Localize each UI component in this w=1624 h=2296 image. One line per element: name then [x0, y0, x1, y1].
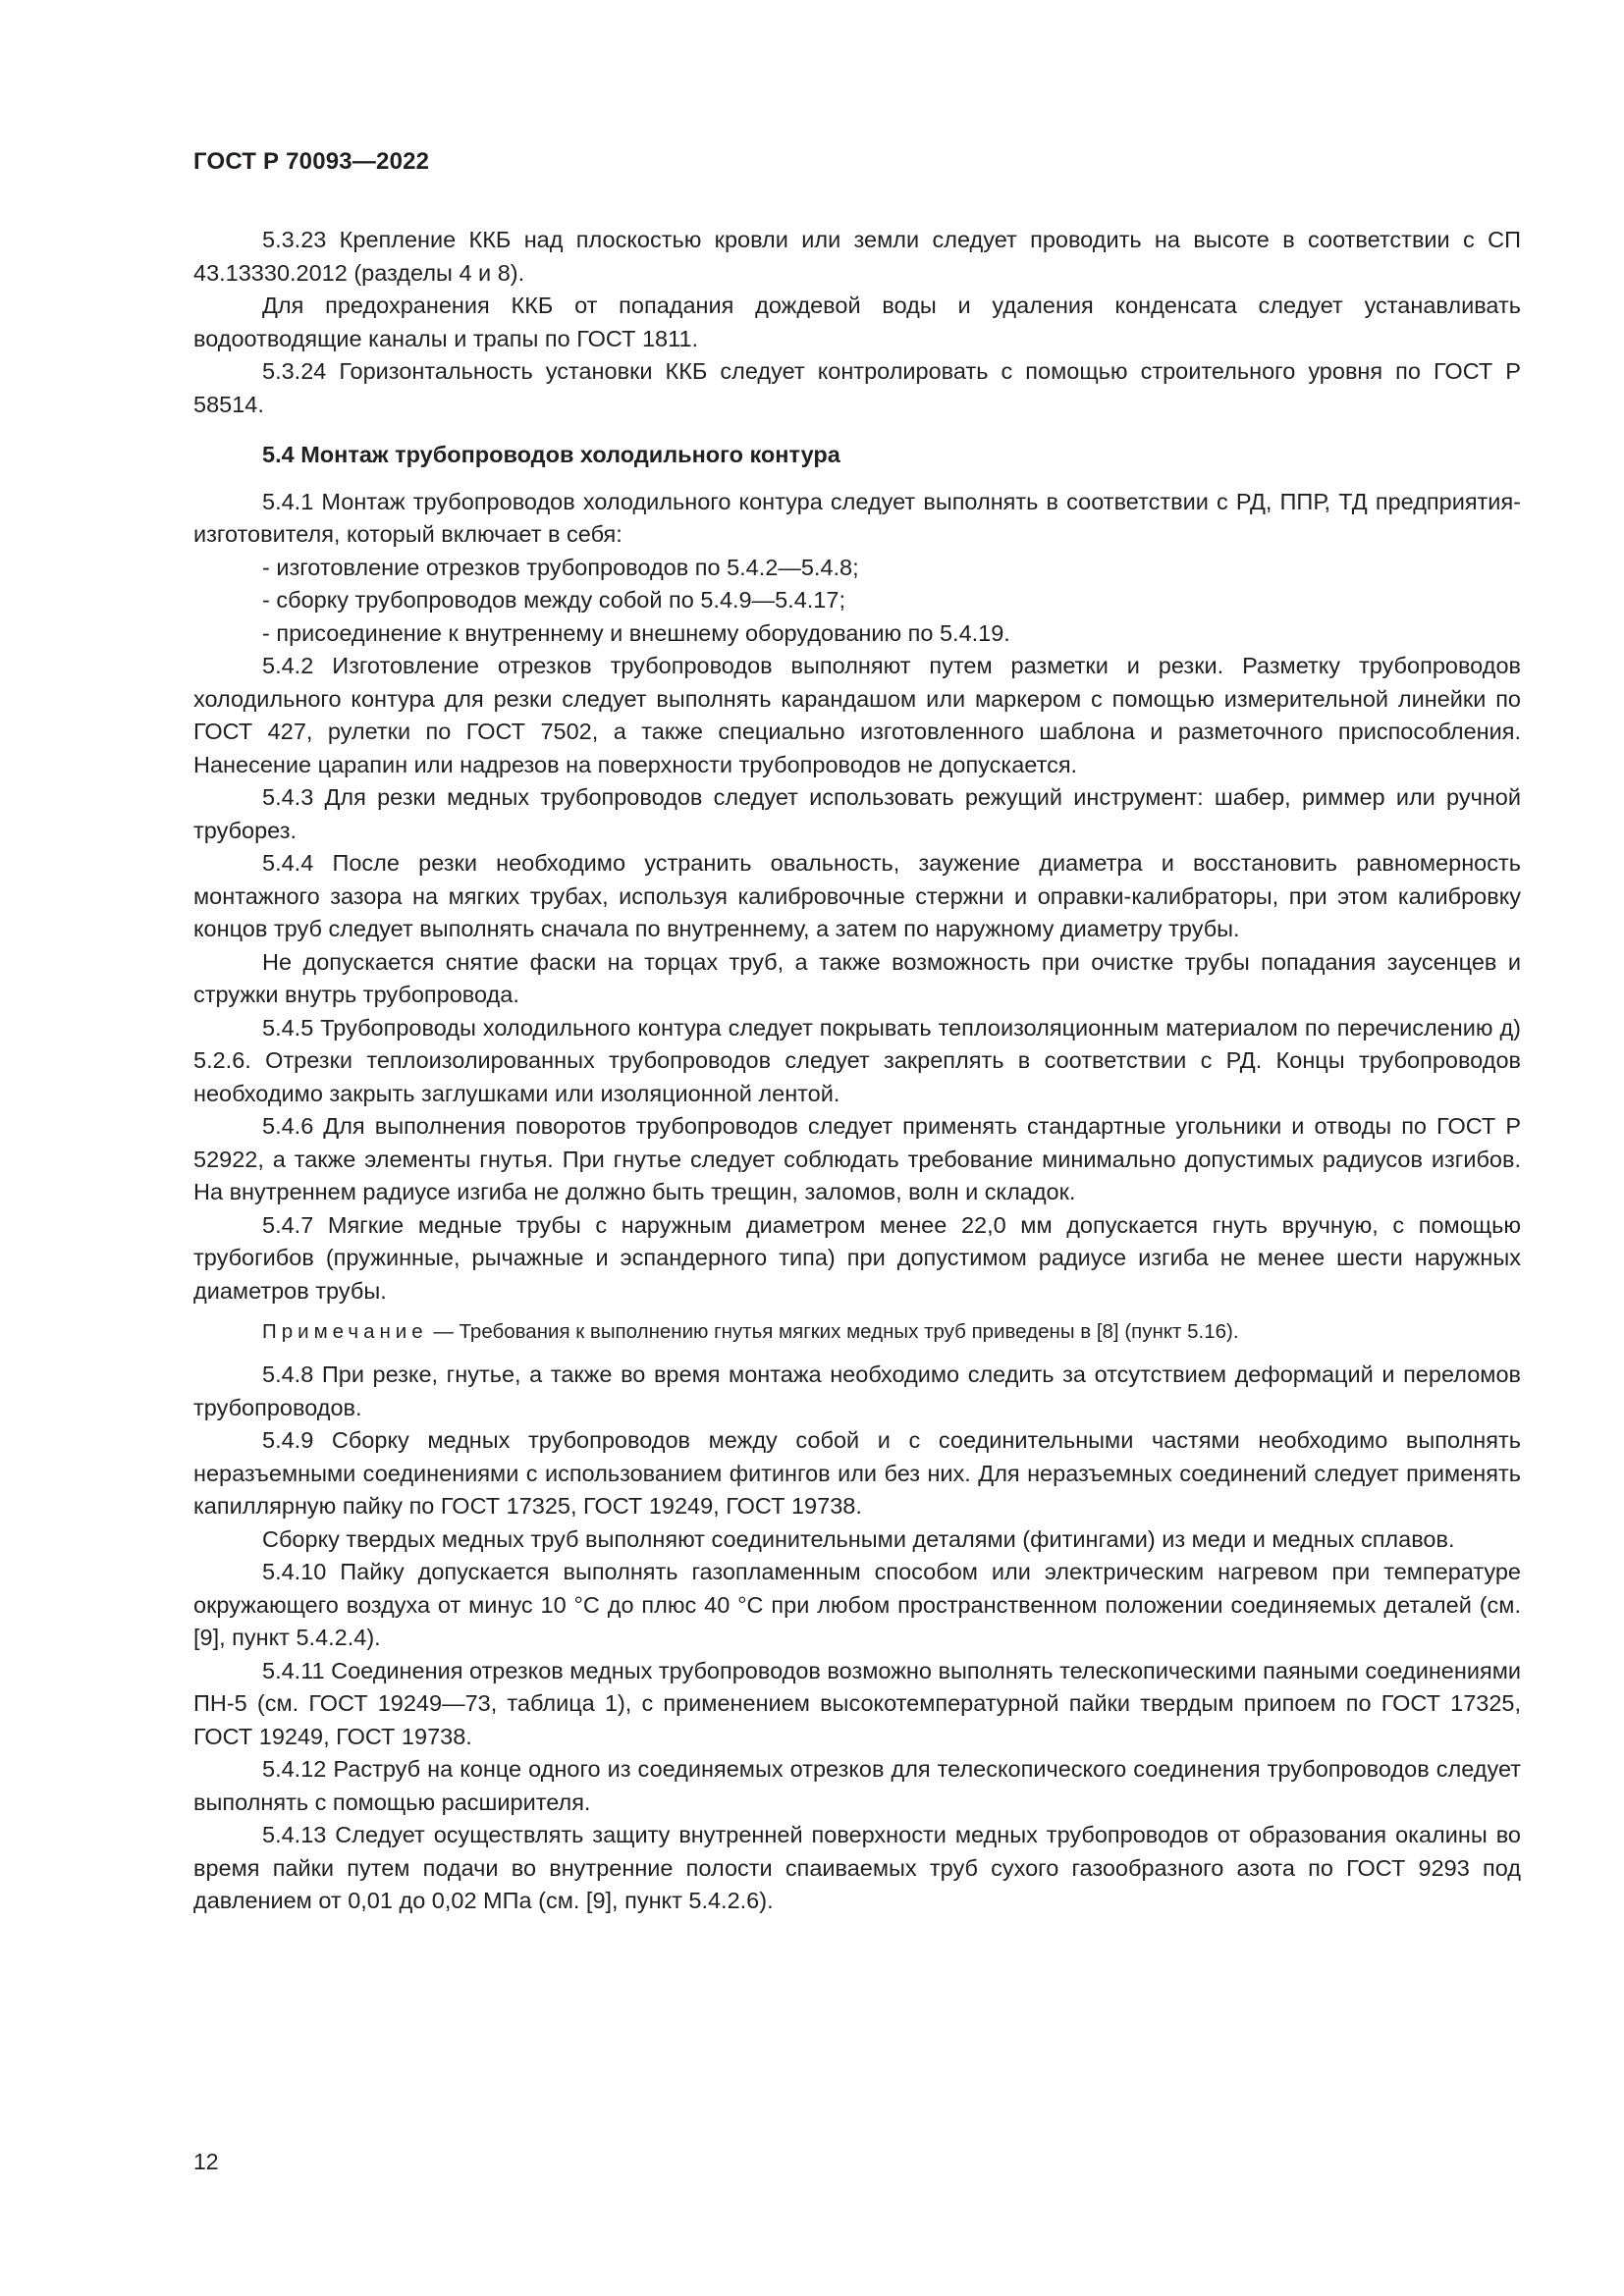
paragraph-5-4-1: 5.4.1 Монтаж трубопроводов холодильного контура следует выполнять в соответствии с РД, ППР, ТД предприятия-изготовителя, который включает в себя:	[193, 488, 1521, 547]
document-header: ГОСТ Р 70093—2022	[193, 148, 430, 175]
page-number: 12	[193, 2149, 219, 2174]
note	[193, 1317, 1521, 1347]
paragraph-5-4-10: 5.4.10 Пайку допускается выполнять газопламенным способом или электрическим нагревом при температуре окружающего воздуха от минус 10 °С до плюс 40 °С при любом пространственном положении соединяемых деталей (см. [9], пункт 5.4.2.4).	[193, 1559, 1521, 1650]
document-body	[193, 224, 1521, 1918]
section-heading-5-4: 5.4 Монтаж трубопроводов холодильного контура	[262, 442, 840, 467]
paragraph-5-3-23-cont: Для предохранения ККБ от попадания дождевой воды и удаления конденсата следует устанавливать водоотводящие каналы и трапы по ГОСТ 1811.	[193, 293, 1521, 351]
note-label: Примечание	[262, 1320, 428, 1343]
paragraph-5-3-23: 5.3.23 Крепление ККБ над плоскостью кровли или земли следует проводить на высоте в соответствии с СП 43.13330.2012 (разделы 4 и 8).	[193, 227, 1521, 286]
paragraph-5-3-24: 5.3.24 Горизонтальность установки ККБ следует контролировать с помощью строительного уровня по ГОСТ Р 58514.	[193, 358, 1521, 417]
list-item: - присоединение к внутреннему и внешнему оборудованию по 5.4.19.	[262, 619, 1010, 646]
paragraph-5-4-2: 5.4.2 Изготовление отрезков трубопроводов выполняют путем разметки и резки. Разметку трубопроводов холодильного контура для резки следует выполнять карандашом или маркером с помощью измерительной линейки по ГОСТ 427, рулетки по ГОСТ 7502, а также специально изготовленного шаблона и разметочного приспособления. Нанесение царапин или надрезов на поверхности трубопроводов не допускается.	[193, 653, 1521, 777]
paragraph-5-4-4-cont: Не допускается снятие фаски на торцах труб, а также возможность при очистке трубы попадания заусенцев и стружки внутрь трубопровода.	[193, 948, 1521, 1007]
paragraph-5-4-4: 5.4.4 После резки необходимо устранить овальность, заужение диаметра и восстановить равномерность монтажного зазора на мягких трубах, используя калибровочные стержни и оправки-калибраторы, при этом калибровку концов труб следует выполнять сначала по внутреннему, а затем по наружному диаметру трубы.	[193, 850, 1521, 941]
paragraph-5-4-9: 5.4.9 Сборку медных трубопроводов между собой и с соединительными частями необходимо выполнять неразъемными соединениями с использованием фитингов или без них. Для неразъемных соединений следует применять капиллярную пайку по ГОСТ 17325, ГОСТ 19249, ГОСТ 19738.	[193, 1427, 1521, 1519]
paragraph-5-4-8: 5.4.8 При резке, гнутье, а также во время монтажа необходимо следить за отсутствием деформаций и переломов трубопроводов.	[193, 1362, 1521, 1420]
paragraph-5-4-13: 5.4.13 Следует осуществлять защиту внутренней поверхности медных трубопроводов от образования окалины во время пайки путем подачи во внутренние полости спаиваемых труб сухого газообразного азота по ГОСТ 9293 под давлением от 0,01 до 0,02 МПа (см. [9], пункт 5.4.2.6).	[193, 1822, 1521, 1913]
list-item: - изготовление отрезков трубопроводов по 5.4.2—5.4.8;	[262, 554, 859, 580]
paragraph-5-4-12: 5.4.12 Раструб на конце одного из соединяемых отрезков для телескопического соединения трубопроводов следует выполнять с помощью расширителя.	[193, 1756, 1521, 1815]
paragraph-5-4-9-cont: Сборку твердых медных труб выполняют соединительными деталями (фитингами) из меди и медных сплавов.	[262, 1525, 1455, 1552]
paragraph-5-4-11: 5.4.11 Соединения отрезков медных трубопроводов возможно выполнять телескопическими паяными соединениями ПН-5 (см. ГОСТ 19249—73, таблица 1), с применением высокотемпературной пайки твердым припоем по ГОСТ 17325, ГОСТ 19249, ГОСТ 19738.	[193, 1657, 1521, 1749]
note-text: — Требования к выполнению гнутья мягких медных труб приведены в [8] (пункт 5.16).	[427, 1320, 1239, 1343]
paragraph-5-4-6: 5.4.6 Для выполнения поворотов трубопроводов следует применять стандартные угольники и отводы по ГОСТ Р 52922, а также элементы гнутья. При гнутье следует соблюдать требование минимально допустимых радиусов изгибов. На внутреннем радиусе изгиба не должно быть трещин, заломов, волн и складок.	[193, 1113, 1521, 1204]
list-item: - сборку трубопроводов между собой по 5.4.9—5.4.17;	[262, 587, 845, 613]
paragraph-5-4-5: 5.4.5 Трубопроводы холодильного контура следует покрывать теплоизоляционным материалом по перечислению д) 5.2.6. Отрезки теплоизолированных трубопроводов следует закреплять в соответствии с РД. Концы трубопроводов необходимо закрыть заглушками или изоляционной лентой.	[193, 1014, 1521, 1106]
paragraph-5-4-7: 5.4.7 Мягкие медные трубы с наружным диаметром менее 22,0 мм допускается гнуть вручную, с помощью трубогибов (пружинные, рычажные и эспандерного типа) при допустимом радиусе изгиба не менее шести наружных диаметров трубы.	[193, 1211, 1521, 1304]
paragraph-5-4-3: 5.4.3 Для резки медных трубопроводов следует использовать режущий инструмент: шабер, риммер или ручной труборез.	[193, 784, 1521, 843]
document-page	[193, 147, 1521, 1918]
